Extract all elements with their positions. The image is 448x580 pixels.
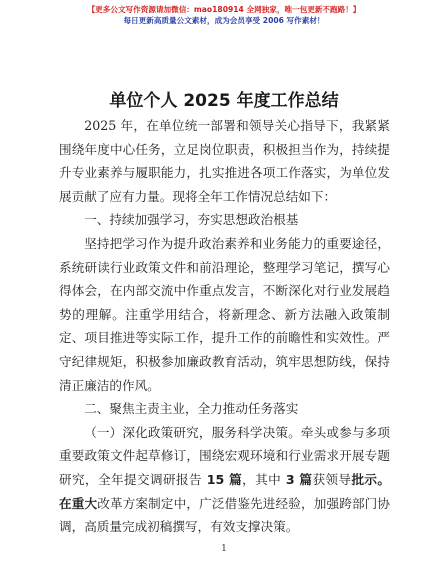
- section-1-paragraph: 坚持把学习作为提升政治素养和业务能力的重要途径，系统研读行业政策文件和前沿理论，整理学习笔记，撰写心得体会，在内部交流中作重点发言，不断深化对行业发展趋势的理解。注重学用结合，将新理念、新方法融入政策制定、项目推进等实际工作，提升工作的前瞻性和实效性。严守纪律规矩，积极参加廉政教育活动，筑牢思想防线，保持清正廉洁的作风。: [59, 235, 390, 393]
- section-1-heading: 一、持续加强学习，夯实思想政治根基: [84, 212, 299, 228]
- intro-paragraph: 2025 年，在单位统一部署和领导关心指导下，我紧紧围绕年度中心任务，立足岗位职责，积极担当作为，持续提升专业素养与履职能力，扎实推进各项工作落实，为单位发展贡献了应有力量。现将全年工作情况总结如下：: [59, 118, 390, 204]
- document-body: [59, 114, 390, 539]
- subsection-1-text-a: （一）深化政策研究，服务科学决策。牵头或参与多项重要政策文件起草修订，围绕宏观环境和行业需求开展专题研究，全年提交调研报告: [59, 424, 390, 487]
- approved-count: 3 篇: [281, 471, 313, 487]
- document-title: 单位个人 2025 年度工作总结: [109, 91, 339, 111]
- report-count: 15 篇: [201, 471, 243, 487]
- subsection-1-text-e: 改革方案制定中，广泛借鉴先进经验，加强跨部门协调，高质量完成初稿撰写，有效支撑决策。: [59, 495, 391, 535]
- subsection-1-text-d: 获领导: [312, 471, 352, 487]
- promo-banner-line-1: 【更多公文写作资源请加微信：mao180914 全网独家，唯一包更新不跑路！】: [87, 5, 361, 14]
- subsection-1-paragraph: [59, 421, 390, 539]
- promo-banner-line-2: 每日更新高质量公文素材，成为会员享受 2006 写作素材！: [123, 16, 325, 25]
- subsection-1-text-c: ，其中: [242, 471, 282, 487]
- approval-phrase: 批示。在重大: [59, 471, 391, 511]
- page-number: 1: [221, 544, 227, 554]
- section-2-heading: 二、聚焦主责主业，全力推动任务落实: [84, 401, 299, 417]
